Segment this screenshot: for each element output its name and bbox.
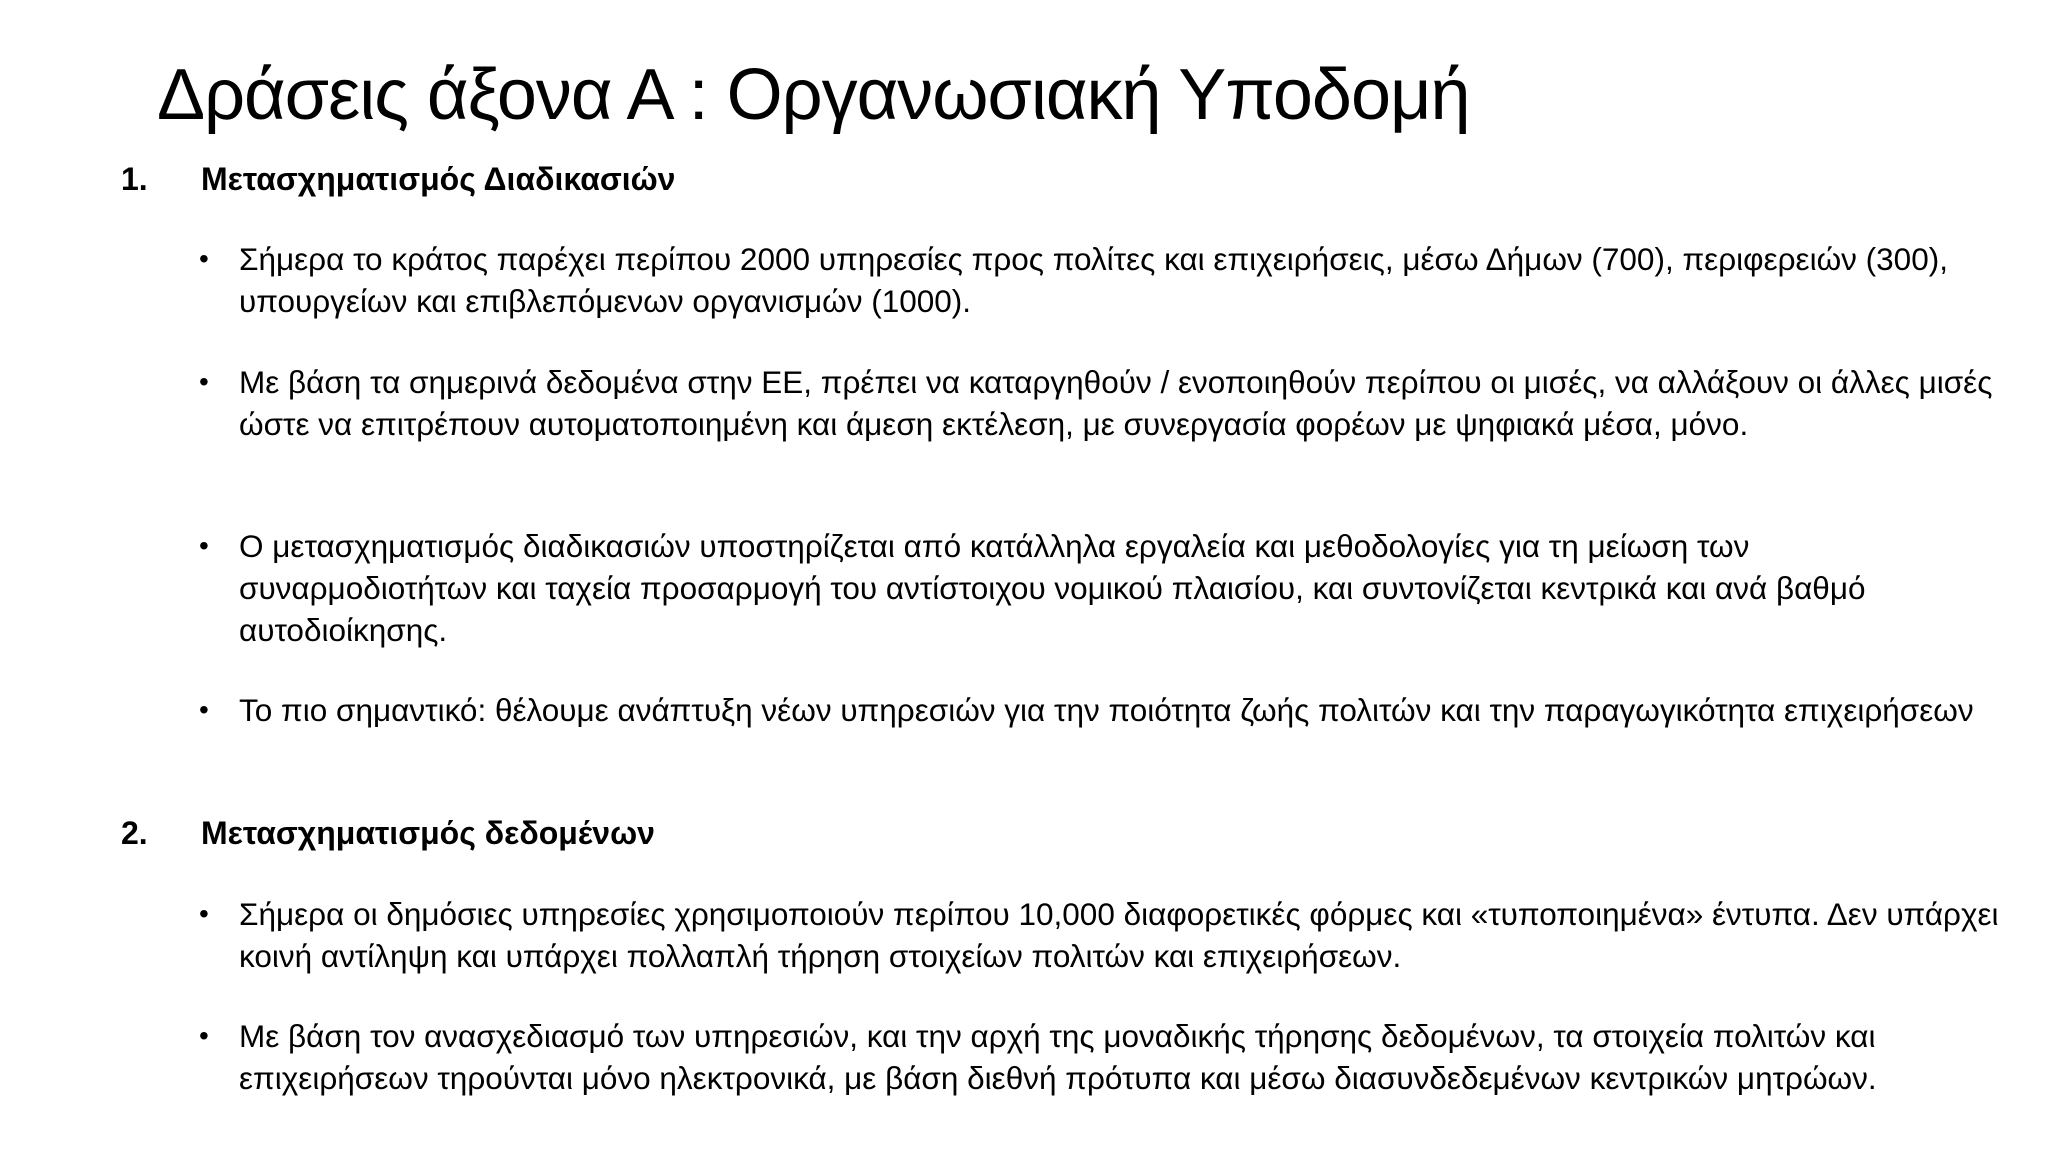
- list-item: [199, 525, 1999, 651]
- bullet-text: Με βάση τον ανασχεδιασμό των υπηρεσιών, και την αρχή της μοναδικής τήρησης δεδομένων, τα στοιχεία πολιτών και επιχειρήσεων τηρούνται μόνο ηλεκτρονικά, με βάση διεθνή πρότυπα και μέσω διασυνδεδεμένων κεντρικών μητρώων.: [239, 1018, 1877, 1096]
- section-number: 1.: [121, 161, 148, 197]
- bullet-text: Ο μετασχηματισμός διαδικασιών υποστηρίζεται από κατάλληλα εργαλεία και μεθοδολογίες για τη μείωση των συναρμοδιοτήτων και ταχεία προσαρμογή του αντίστοιχου νομικού πλαισίου, και συντονίζεται κεντρικά και ανά βαθμό αυτοδιοίκησης.: [239, 528, 1866, 648]
- bullet-icon: •: [199, 366, 209, 397]
- bullet-icon: •: [199, 1020, 209, 1051]
- bullet-icon: •: [199, 243, 209, 274]
- bullet-text: Σήμερα το κράτος παρέχει περίπου 2000 υπηρεσίες προς πολίτες και επιχειρήσεις, μέσω Δήμων (700), περιφερειών (300), υπουργείων και επιβλεπόμενων οργανισμών (1000).: [239, 241, 1948, 319]
- bullet-text: Με βάση τα σημερινά δεδομένα στην ΕΕ, πρέπει να καταργηθούν / ενοποιηθούν περίπου οι μισές, να αλλάξουν οι άλλες μισές ώστε να επιτρέπουν αυτοματοποιημένη και άμεση εκτέλεση, με συνεργασία φορέων με ψηφιακά μέσα, μόνο.: [239, 364, 1993, 442]
- bullet-text: Σήμερα οι δημόσιες υπηρεσίες χρησιμοποιούν περίπου 10,000 διαφορετικές φόρμες και «τυποποιημένα» έντυπα. Δεν υπάρχει κοινή αντίληψη και υπάρχει πολλαπλή τήρηση στοιχείων πολιτών και επιχειρήσεων.: [239, 896, 1999, 974]
- bullet-icon: •: [199, 898, 209, 929]
- section-title: Μετασχηματισμός δεδομένων: [201, 815, 655, 851]
- list-item: [199, 238, 1999, 322]
- section-heading-1: [121, 158, 675, 200]
- list-item: [199, 893, 1999, 977]
- section-heading-2: [121, 812, 655, 854]
- list-item: [199, 1015, 1999, 1099]
- list-item: [199, 361, 1999, 445]
- bullet-icon: •: [199, 694, 209, 725]
- bullet-text: Το πιο σημαντικό: θέλουμε ανάπτυξη νέων υπηρεσιών για την ποιότητα ζωής πολιτών και την παραγωγικότητα επιχειρήσεων: [239, 692, 1974, 728]
- slide-title: Δράσεις άξονα Α : Οργανωσιακή Υποδομή: [157, 55, 1470, 135]
- section-number: 2.: [121, 815, 148, 851]
- bullet-icon: •: [199, 530, 209, 561]
- list-item: [199, 689, 1999, 731]
- section-title: Μετασχηματισμός Διαδικασιών: [201, 161, 676, 197]
